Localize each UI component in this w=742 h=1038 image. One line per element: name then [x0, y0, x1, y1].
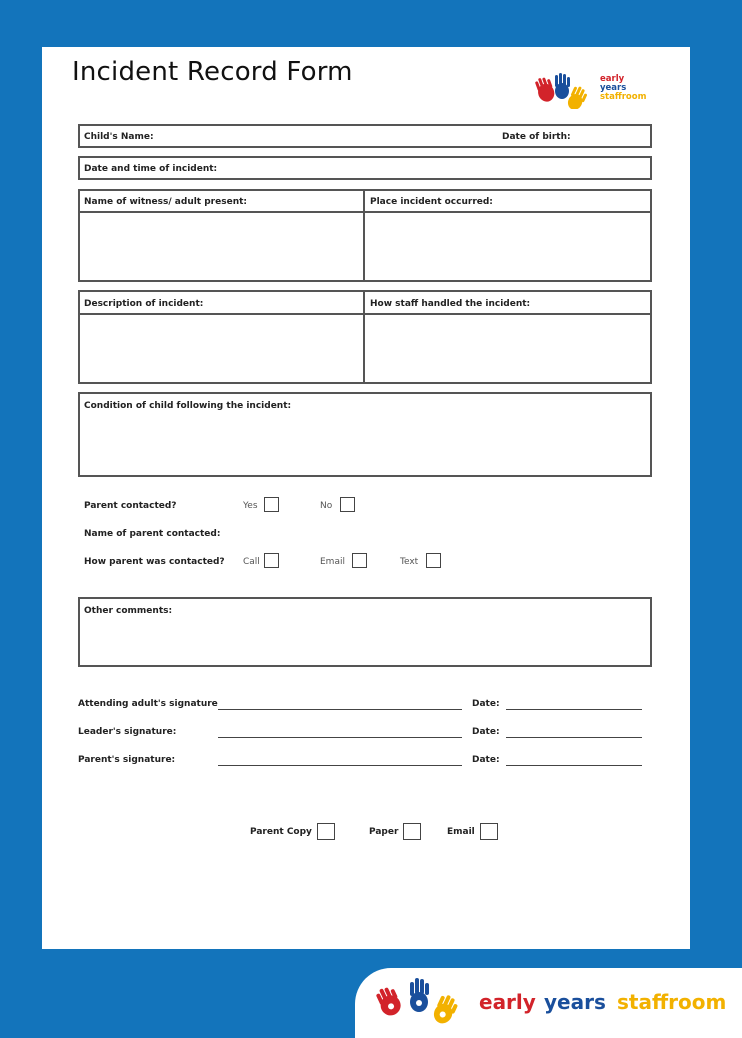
call-checkbox[interactable] — [264, 553, 279, 568]
date-line[interactable] — [506, 765, 642, 766]
attending-signature-label: Attending adult's signature — [78, 699, 218, 709]
brand-logo-footer — [355, 968, 742, 1038]
form-title: Incident Record Form — [72, 57, 353, 87]
logo-early: early — [600, 74, 625, 84]
email-label: Email — [320, 557, 345, 567]
attending-signature-line[interactable] — [218, 709, 462, 710]
leader-signature-line[interactable] — [218, 737, 462, 738]
date-line[interactable] — [506, 709, 642, 710]
parent-copy-checkbox[interactable] — [317, 823, 335, 840]
logo-staffroom: staffroom — [600, 92, 647, 102]
email-copy-label: Email — [447, 827, 475, 837]
date-label: Date: — [472, 755, 500, 765]
paper-checkbox[interactable] — [403, 823, 421, 840]
date-line[interactable] — [506, 737, 642, 738]
place-label: Place incident occurred: — [370, 197, 493, 207]
no-checkbox[interactable] — [340, 497, 355, 512]
childs-name-label: Child's Name: — [84, 132, 154, 142]
hands-icon — [367, 972, 477, 1028]
text-checkbox[interactable] — [426, 553, 441, 568]
parent-contacted-label: Parent contacted? — [84, 501, 177, 511]
footer-logo-years: years — [544, 990, 606, 1014]
how-contacted-label: How parent was contacted? — [84, 557, 225, 567]
text-label: Text — [400, 557, 419, 567]
date-of-birth-label: Date of birth: — [502, 132, 571, 142]
call-label: Call — [243, 557, 260, 567]
divider — [78, 313, 652, 315]
parent-signature-line[interactable] — [218, 765, 462, 766]
email-checkbox[interactable] — [352, 553, 367, 568]
witness-label: Name of witness/ adult present: — [84, 197, 247, 207]
footer-logo-early: early — [479, 990, 536, 1014]
parent-name-label: Name of parent contacted: — [84, 529, 221, 539]
divider — [363, 189, 365, 282]
date-time-label: Date and time of incident: — [84, 164, 218, 174]
no-label: No — [320, 501, 333, 511]
logo-years: years — [600, 83, 627, 93]
yes-label: Yes — [243, 501, 258, 511]
handled-label: How staff handled the incident: — [370, 299, 531, 309]
divider — [78, 211, 652, 213]
hands-icon — [528, 69, 598, 109]
brand-logo-small — [528, 69, 668, 109]
description-label: Description of incident: — [84, 299, 204, 309]
footer-logo-staffroom: staffroom — [617, 990, 727, 1014]
other-comments-label: Other comments: — [84, 606, 173, 616]
date-label: Date: — [472, 727, 500, 737]
yes-checkbox[interactable] — [264, 497, 279, 512]
leader-signature-label: Leader's signature: — [78, 727, 177, 737]
parent-signature-label: Parent's signature: — [78, 755, 176, 765]
logo-text-small — [600, 75, 646, 102]
date-label: Date: — [472, 699, 500, 709]
paper-label: Paper — [369, 827, 399, 837]
form-page — [42, 47, 690, 949]
email-copy-checkbox[interactable] — [480, 823, 498, 840]
condition-label: Condition of child following the incident: — [84, 401, 292, 411]
divider — [363, 290, 365, 384]
parent-copy-label: Parent Copy — [250, 827, 312, 837]
